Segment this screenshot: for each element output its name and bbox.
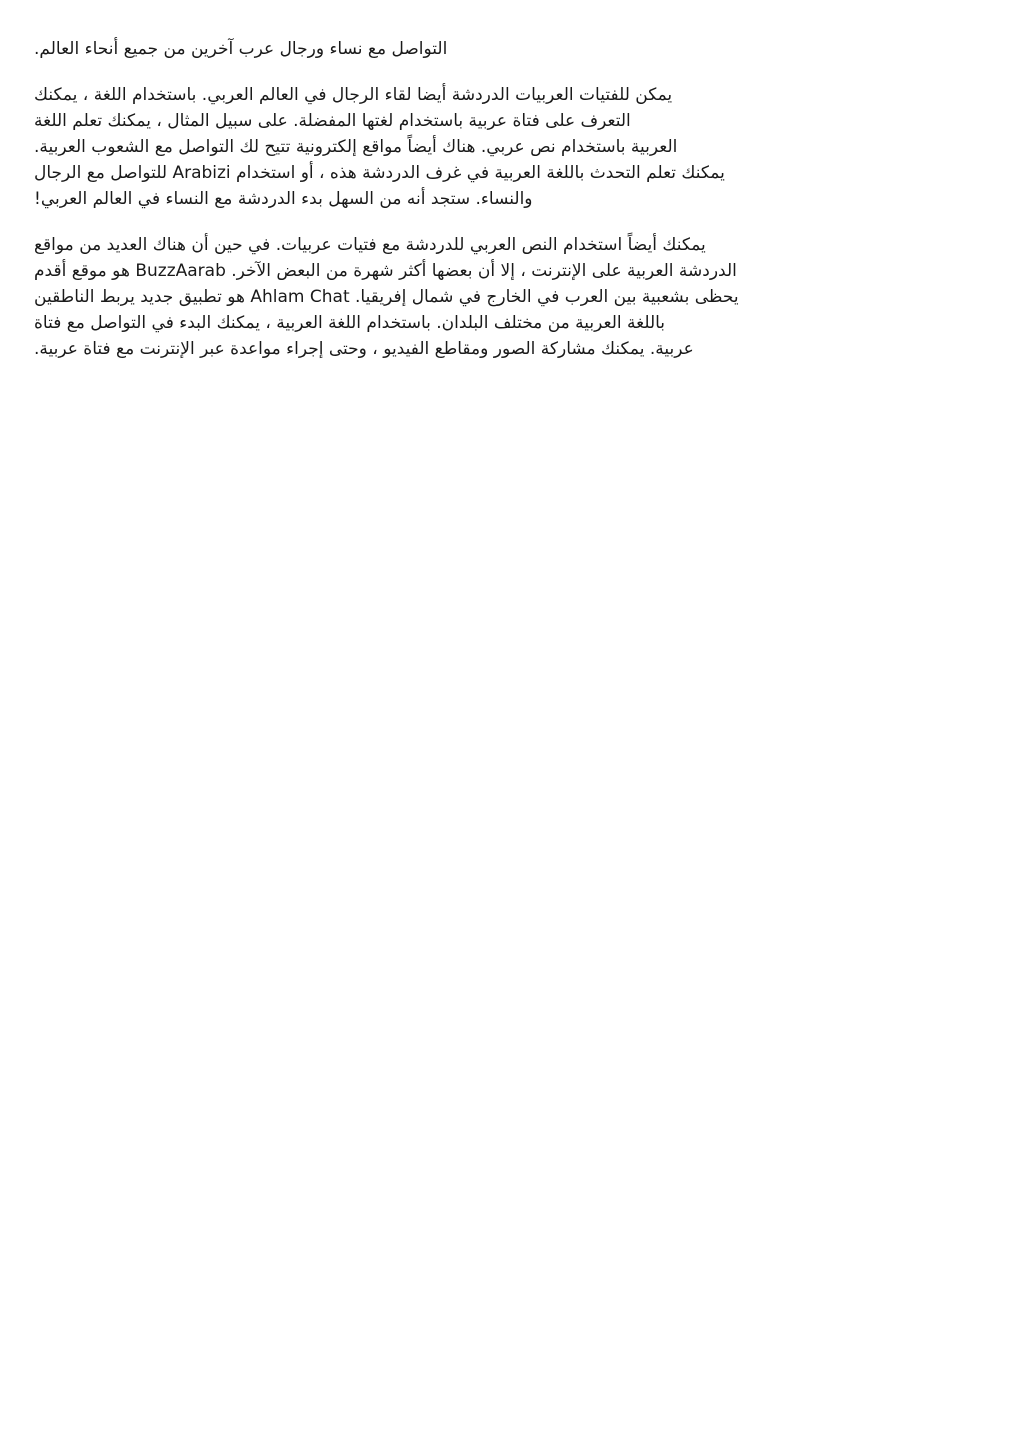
text-line: يمكنك أيضاً استخدام النص العربي للدردشة مع فتيات عربيات. في حين أن هناك العديد من مواقع — [34, 235, 706, 255]
text-line: يمكنك تعلم التحدث باللغة العربية في غرف الدردشة هذه ، أو استخدام Arabizi للتواصل مع الرجال — [34, 163, 725, 183]
text-line: عربية. يمكنك مشاركة الصور ومقاطع الفيديو ، وحتى إجراء مواعدة عبر الإنترنت مع فتاة عربية. — [34, 339, 694, 359]
text-line: العربية باستخدام نص عربي. هناك أيضاً مواقع إلكترونية تتيح لك التواصل مع الشعوب العربية. — [34, 137, 678, 157]
document-page — [34, 36, 990, 382]
text-line: التواصل مع نساء ورجال عرب آخرين من جميع أنحاء العالم. — [34, 39, 448, 59]
text-line: يمكن للفتيات العربيات الدردشة أيضا لقاء الرجال في العالم العربي. باستخدام اللغة ، يمكنك — [34, 85, 673, 105]
text-line: التعرف على فتاة عربية باستخدام لغتها المفضلة. على سبيل المثال ، يمكنك تعلم اللغة — [34, 111, 631, 131]
text-line: يحظى بشعبية بين العرب في الخارج في شمال إفريقيا. Ahlam Chat هو تطبيق جديد يربط الناطقين — [34, 287, 739, 307]
paragraph-arab-girls-chat — [34, 82, 990, 212]
paragraph-intro — [34, 36, 990, 62]
text-line: والنساء. ستجد أنه من السهل بدء الدردشة مع النساء في العالم العربي! — [34, 189, 533, 209]
text-line: باللغة العربية من مختلف البلدان. باستخدام اللغة العربية ، يمكنك البدء في التواصل مع فتاة — [34, 313, 666, 333]
paragraph-arabic-text-chat — [34, 232, 990, 362]
text-line: الدردشة العربية على الإنترنت ، إلا أن بعضها أكثر شهرة من البعض الآخر. BuzzAarab هو موقع أقدم — [34, 261, 737, 281]
